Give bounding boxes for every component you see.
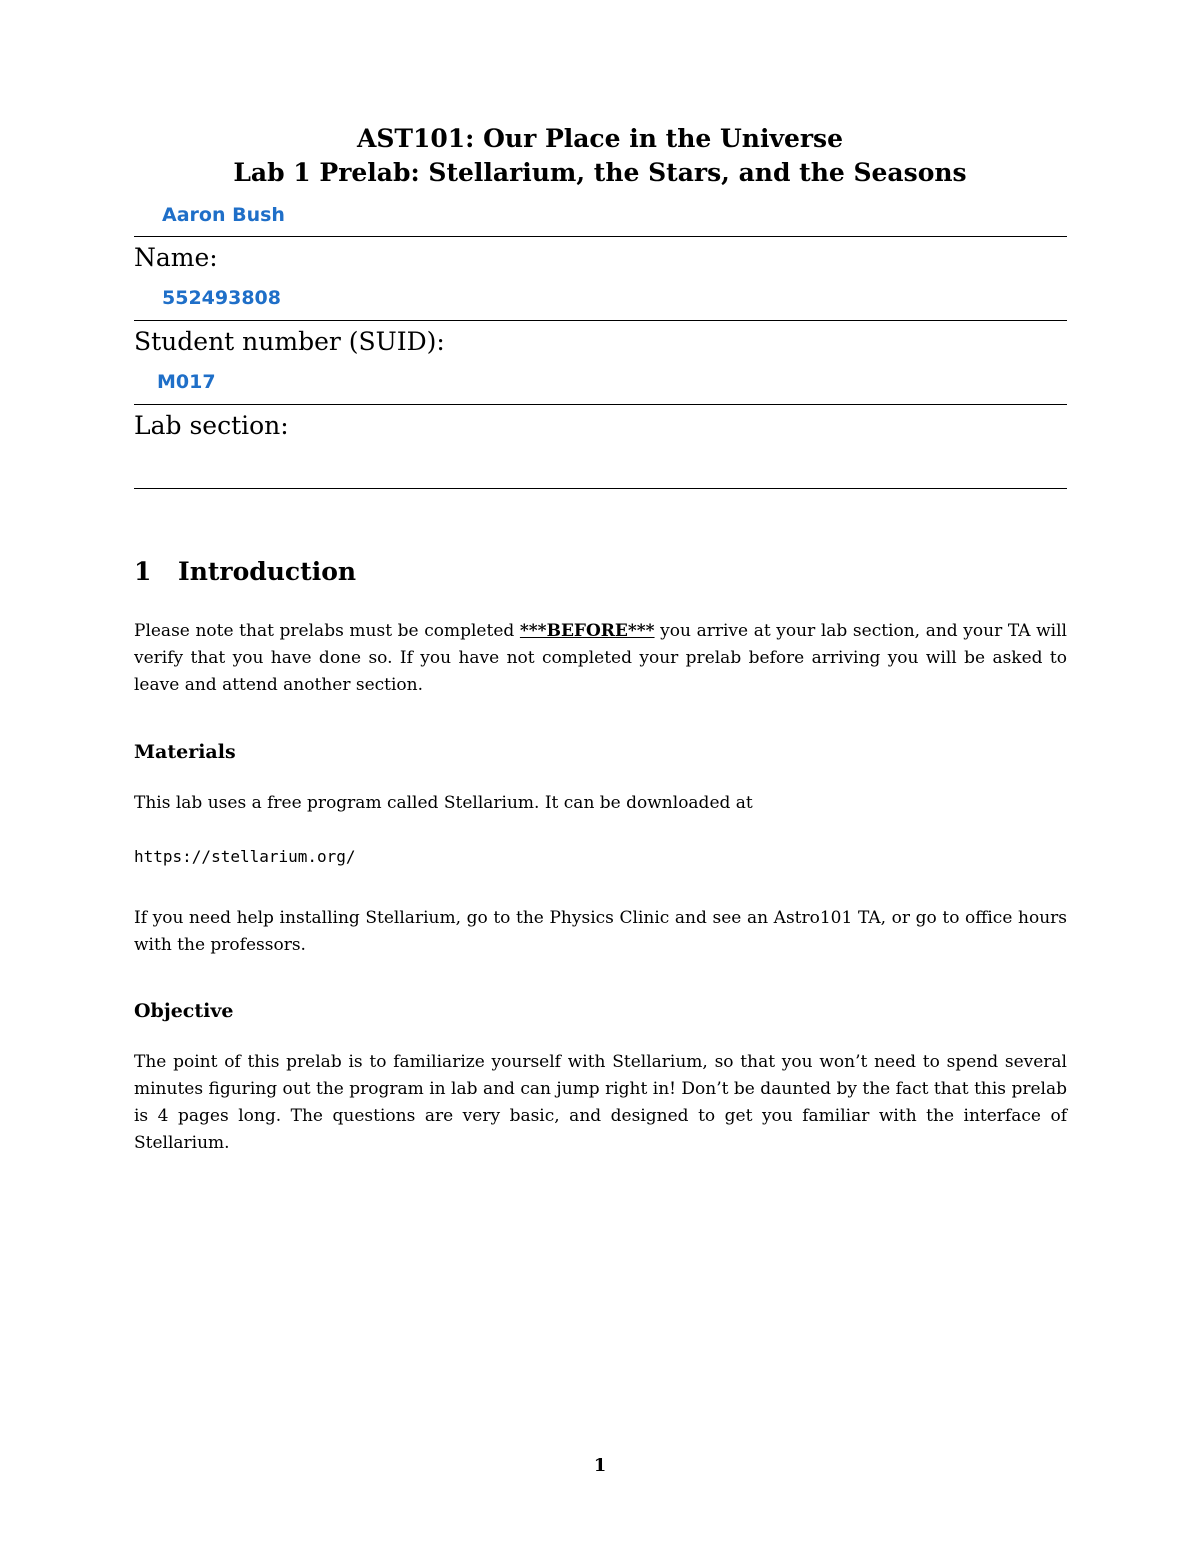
intro-text-before: Please note that prelabs must be completed xyxy=(134,621,520,641)
document-title: AST101: Our Place in the Universe xyxy=(356,124,844,153)
objective-paragraph: The point of this prelab is to familiarize yourself with Stellarium, so that you won’t need to spend several minutes figuring out the program in lab and can jump right in! Don’t be daunted by the fact that this prelab is 4 pages long. The questions are very basic, and designed to get you familiar with the interface of Stellarium. xyxy=(134,1052,1067,1153)
name-label: Name: xyxy=(134,243,218,272)
stellarium-url[interactable]: https://stellarium.org/ xyxy=(134,847,356,866)
intro-paragraph xyxy=(134,618,1067,699)
materials-heading: Materials xyxy=(134,741,236,763)
before-emphasis: ***BEFORE*** xyxy=(519,621,655,641)
document-subtitle: Lab 1 Prelab: Stellarium, the Stars, and the Seasons xyxy=(233,158,967,187)
section-heading-introduction xyxy=(134,557,356,587)
materials-paragraph: This lab uses a free program called Stellarium. It can be downloaded at xyxy=(134,793,753,813)
page-number: 1 xyxy=(593,1455,607,1476)
lab-section-top-rule xyxy=(134,404,1067,405)
help-paragraph: If you need help installing Stellarium, go to the Physics Clinic and see an Astro101 TA, or go to office hours with the professors. xyxy=(134,908,1067,955)
name-rule xyxy=(134,236,1067,237)
lab-section-rule xyxy=(134,488,1067,489)
intro-text-after: you arrive at your lab section, and your TA will verify that you have done so. If you have not completed your prelab before arriving you will be asked to leave and attend another section. xyxy=(134,621,1067,695)
section-title: Introduction xyxy=(178,557,357,586)
objective-heading: Objective xyxy=(134,1000,234,1022)
section-number: 1 xyxy=(134,557,152,586)
lab-section-label: Lab section: xyxy=(134,411,289,440)
lab-section-value[interactable]: M017 xyxy=(157,371,216,393)
name-value[interactable]: Aaron Bush xyxy=(162,204,285,226)
suid-label: Student number (SUID): xyxy=(134,327,445,356)
suid-value[interactable]: 552493808 xyxy=(162,287,281,309)
suid-rule xyxy=(134,320,1067,321)
